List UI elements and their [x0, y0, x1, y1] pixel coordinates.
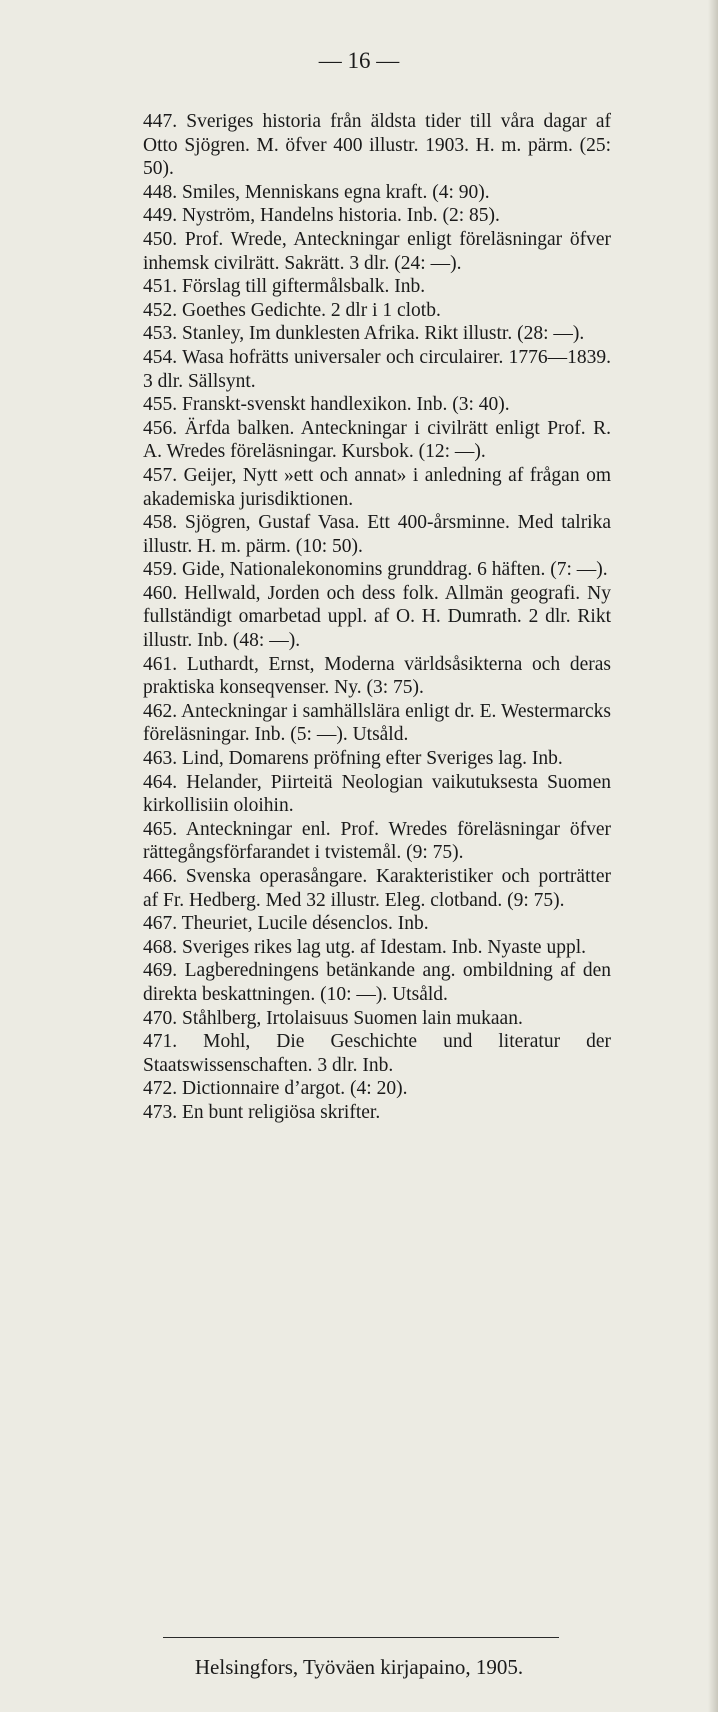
entry-text: Anteckningar enl. Prof. Wredes föreläsningar öfver rättegångsförfarandet i tvistemål. (9: 75). [143, 818, 611, 864]
entry-number: 465. [143, 818, 178, 840]
entry-text: Sveriges historia från äldsta tider till våra dagar af Otto Sjögren. M. öfver 400 illustr. 1903. H. m. pärm. (25: 50). [143, 111, 612, 180]
catalog-entry [143, 1007, 611, 1031]
catalog-entry [143, 511, 611, 558]
catalog-entry-list [143, 110, 611, 1125]
entry-number: 448. [143, 181, 178, 203]
entry-number: 457. [143, 464, 178, 486]
entry-number: 472. [143, 1078, 178, 1100]
catalog-entry [143, 110, 611, 181]
page-number: — 16 — [318, 48, 400, 73]
entry-text: Gide, Nationalekonomins grunddrag. 6 häften. (7: —). [182, 559, 608, 581]
entry-number: 449. [143, 205, 178, 227]
entry-number: 458. [143, 512, 178, 534]
entry-text: Lind, Domarens pröfning efter Sveriges lag. Inb. [182, 748, 563, 770]
entry-text: Svenska operasångare. Karakteristiker och porträtter af Fr. Hedberg. Med 32 illustr. Eleg. clotband. (9: 75). [143, 866, 611, 911]
catalog-entry [143, 558, 611, 582]
entry-text: Wasa hofrätts universaler och circulairer. 1776—1839. 3 dlr. Sällsynt. [143, 346, 611, 392]
catalog-entry [143, 912, 611, 936]
entry-text: Ärfda balken. Anteckningar i civilrätt enligt Prof. R. A. Wredes föreläsningar. Kursbok. (12: —). [143, 417, 612, 463]
entry-text: Theuriet, Lucile désenclos. Inb. [181, 913, 429, 935]
catalog-entry [143, 959, 611, 1006]
entry-number: 452. [143, 299, 178, 321]
entry-number: 463. [143, 748, 178, 770]
footer-rule [163, 1637, 559, 1638]
catalog-entry [143, 204, 611, 228]
entry-number: 447. [143, 111, 178, 132]
entry-number: 467. [143, 913, 178, 935]
entry-number: 471. [143, 1031, 178, 1053]
printer-imprint: Helsingfors, Työväen kirjapaino, 1905. [194, 1655, 524, 1679]
catalog-entry [143, 936, 611, 960]
catalog-entry [143, 181, 611, 205]
catalog-entry [143, 653, 611, 700]
catalog-entry [143, 1030, 611, 1077]
entry-text: Sjögren, Gustaf Vasa. Ett 400-årsminne. Med talrika illustr. H. m. pärm. (10: 50). [143, 512, 612, 557]
entry-number: 466. [143, 866, 178, 887]
entry-number: 464. [143, 771, 178, 793]
catalog-entry [143, 346, 611, 393]
entry-number: 459. [143, 559, 178, 581]
catalog-entry [143, 865, 611, 912]
entry-text: Smiles, Menniskans egna kraft. (4: 90). [182, 181, 490, 203]
entry-text: Mohl, Die Geschichte und literatur der Staatswissenschaften. 3 dlr. Inb. [143, 1031, 611, 1076]
catalog-entry [143, 275, 611, 299]
entry-text: Prof. Wrede, Anteckningar enligt föreläsningar öfver inhemsk civilrätt. Sakrätt. 3 dlr. (24: —). [143, 228, 612, 274]
catalog-entry [143, 417, 611, 464]
entry-text: Geijer, Nytt »ett och annat» i anledning af frågan om akademiska jurisdiktionen. [143, 464, 611, 510]
catalog-entry [143, 322, 611, 346]
entry-number: 454. [143, 346, 178, 368]
entry-number: 451. [143, 276, 178, 298]
entry-text: Stanley, Im dunklesten Afrika. Rikt illustr. (28: —). [182, 323, 585, 345]
entry-number: 450. [143, 228, 178, 250]
entry-text: Ståhlberg, Irtolaisuus Suomen lain mukaan. [182, 1007, 523, 1029]
entry-text: Hellwald, Jorden och dess folk. Allmän geografi. Ny fullständigt omarbetad uppl. af O. H. Dumrath. 2 dlr. Rikt illustr. Inb. (48: —). [143, 582, 612, 652]
catalog-entry [143, 299, 611, 323]
page-edge-shadow [708, 0, 718, 1712]
entry-number: 469. [143, 960, 178, 982]
catalog-entry [143, 1101, 611, 1125]
entry-text: Lagberedningens betänkande ang. ombildning af den direkta beskattningen. (10: —). Utsåld. [143, 960, 612, 1005]
entry-number: 453. [143, 323, 178, 345]
entry-text: Franskt-svenskt handlexikon. Inb. (3: 40). [182, 394, 510, 416]
catalog-entry [143, 228, 611, 275]
catalog-entry [143, 582, 611, 653]
catalog-entry [143, 700, 611, 747]
entry-number: 470. [143, 1007, 178, 1029]
entry-text: Nyström, Handelns historia. Inb. (2: 85). [182, 205, 500, 227]
entry-number: 462. [143, 700, 178, 722]
entry-text: Goethes Gedichte. 2 dlr i 1 clotb. [182, 299, 441, 321]
entry-text: En bunt religiösa skrifter. [182, 1101, 381, 1123]
catalog-entry [143, 818, 611, 865]
catalog-entry [143, 771, 611, 818]
entry-text: Sveriges rikes lag utg. af Idestam. Inb. Nyaste uppl. [182, 936, 586, 958]
entry-number: 473. [143, 1101, 178, 1123]
catalog-entry [143, 464, 611, 511]
entry-text: Helander, Piirteitä Neologian vaikutuksesta Suomen kirkollisiin oloihin. [143, 771, 611, 817]
entry-number: 468. [143, 936, 178, 958]
catalog-entry [143, 1077, 611, 1101]
entry-number: 456. [143, 417, 178, 439]
entry-text: Anteckningar i samhällslära enligt dr. E. Westermarcks föreläsningar. Inb. (5: —). Utsåld. [143, 700, 611, 746]
entry-text: Förslag till giftermålsbalk. Inb. [182, 276, 426, 298]
entry-number: 460. [143, 582, 178, 604]
catalog-entry [143, 393, 611, 417]
entry-text: Luthardt, Ernst, Moderna världsåsikterna och deras praktiska konseqvenser. Ny. (3: 75). [143, 653, 611, 699]
catalog-entry [143, 747, 611, 771]
entry-text: Dictionnaire d’argot. (4: 20). [182, 1078, 408, 1100]
entry-number: 461. [143, 653, 178, 675]
entry-number: 455. [143, 394, 178, 416]
